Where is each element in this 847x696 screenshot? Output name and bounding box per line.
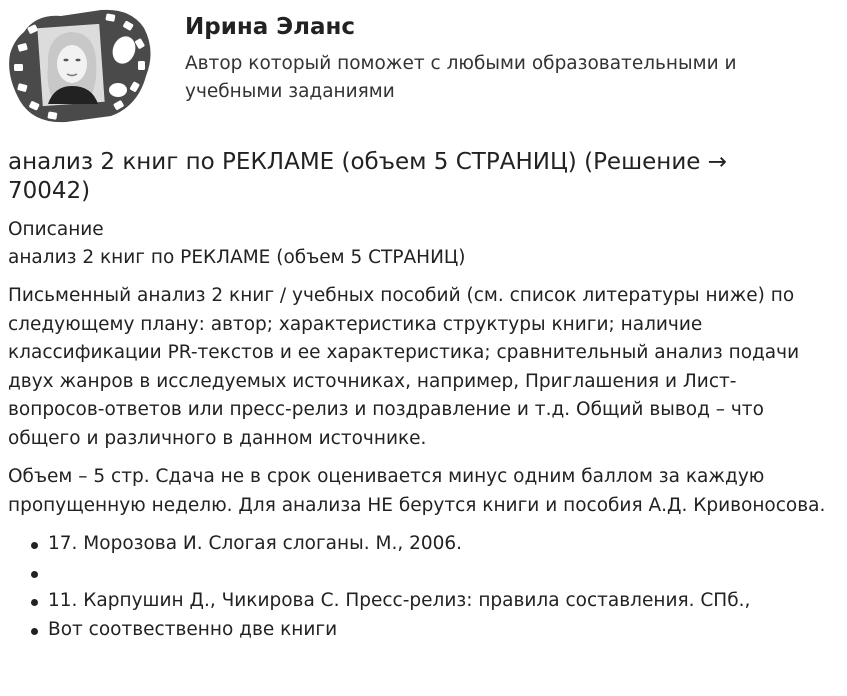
film-reel-avatar-icon [6,6,154,126]
page-title: анализ 2 книг по РЕКЛАМЕ (объем 5 СТРАНИЦ) (Решение → 70042) [8,149,727,204]
list-item-text: 17. Морозова И. Слогая слоганы. М., 2006. [48,533,463,554]
list-item [8,616,828,645]
author-card [6,6,836,126]
short-description: анализ 2 книг по РЕКЛАМЕ (объем 5 СТРАНИЦ) [8,247,466,268]
bullet-icon [31,628,38,635]
avatar[interactable] [6,6,154,126]
bullet-icon [31,571,38,578]
list-item [8,587,828,616]
list-item-text: Вот соотвественно две книги [48,618,338,640]
list-item [8,530,828,559]
author-name[interactable]: Ирина Эланс [185,14,356,40]
paragraph: Письменный анализ 2 книг / учебных пособий (см. список литературы ниже) по следующему плану: автор; характеристика структуры книги; наличие классификации PR-текстов и ее характеристика; сравнительный анализ подачи двух жанров в исследуемых источниках, например, Приглашения и Лист-вопросов-ответов или пресс-релиз и поздравление и т.д. Общий вывод – что общего и различного в данном источнике. [8,285,800,449]
list-item-text: 11. Карпушин Д., Чикирова С. Пресс-релиз: правила составления. СПб., [48,590,751,611]
author-description: Автор который поможет с любыми образовательными и учебными заданиями [185,53,737,102]
reference-list [8,530,828,644]
bullet-icon [31,599,38,606]
bullet-icon [31,542,38,549]
description-section [8,216,828,644]
list-item [8,559,828,588]
paragraph: Объем – 5 стр. Сдача не в срок оценивается минус одним баллом за каждую пропущенную неделю. Для анализа НЕ берутся книги и пособия А.Д. Кривоносова. [8,466,826,516]
description-label: Описание [8,219,104,240]
